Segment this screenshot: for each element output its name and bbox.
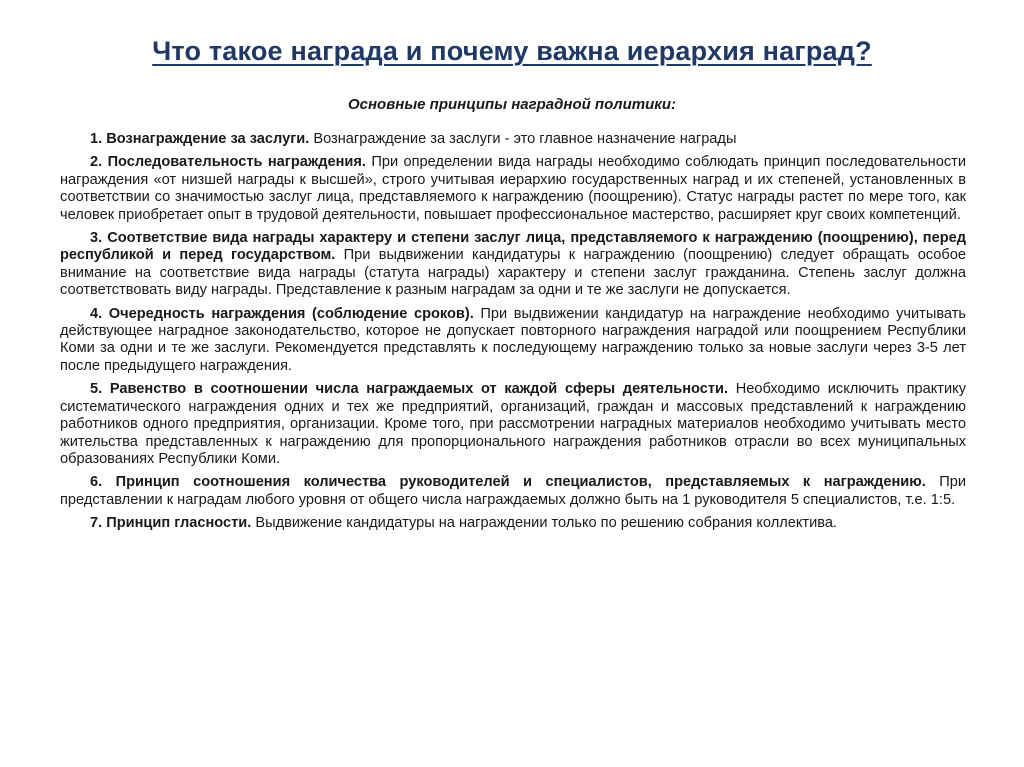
principle-item: [60, 154, 966, 224]
slide-subtitle: Основные принципы наградной политики:: [347, 96, 677, 113]
principle-number: 1.: [90, 131, 103, 147]
principle-heading: Принцип соотношения количества руководителей и специалистов, представляемых к награждению.: [115, 474, 926, 491]
principle-item: [60, 381, 966, 468]
principle-body: При выдвижении кандидатуры к награждению (поощрению) следует обращать особое внимание на соответствие вида награды (статута награды) характеру и степени заслуг гражданина. Степень заслуг должна соответствовать виду награды. Представление к разным наградам за одни и те же заслуги не допускается.: [60, 247, 966, 299]
principle-heading: Вознаграждение за заслуги.: [106, 131, 310, 147]
principle-number: 6.: [90, 474, 103, 491]
principle-number: 2.: [90, 154, 103, 171]
principle-body: Выдвижение кандидатуры на награждении только по решению собрания коллектива.: [255, 515, 837, 532]
principle-heading: Последовательность награждения.: [107, 154, 366, 171]
principle-number: 7.: [90, 515, 103, 532]
principles-list: [60, 131, 966, 539]
principle-number: 3.: [90, 230, 103, 247]
principle-number: 5.: [90, 381, 103, 398]
principle-heading: Равенство в соотношении числа награждаемых от каждой сферы деятельности.: [109, 381, 729, 398]
slide-title: Что такое награда и почему важна иерархия наград?: [152, 36, 872, 66]
principle-heading: Соответствие вида награды характеру и степени заслуг лица, представляемого к награждению (поощрению), перед республикой и перед государством.: [60, 230, 967, 264]
principle-item: [60, 474, 966, 509]
principle-item: [60, 131, 966, 148]
principle-body: При представлении к наградам любого уровня от общего числа награждаемых должно быть на 1 руководителя 5 специалистов, т.е. 1:5.: [60, 474, 967, 508]
principle-body: Необходимо исключить практику систематического награждения одних и тех же предприятий, организаций, граждан и массовых представлений к награждению работников одного предприятия, организации. Кроме того, при рассмотрении наградных материалов необходимо учитывать место жительства представленных к награждению для пропорционального награждения работников отрасли во всех муниципальных образованиях Республики Коми.: [60, 381, 966, 467]
principle-item: [60, 515, 966, 532]
principle-item: [60, 306, 966, 376]
principle-number: 4.: [90, 305, 103, 322]
principle-heading: Очередность награждения (соблюдение сроков).: [108, 305, 474, 322]
principle-heading: Принцип гласности.: [106, 515, 252, 532]
principle-body: При определении вида награды необходимо соблюдать принцип последовательности награждения «от низшей награды к высшей», строго учитывая иерархию государственных наград и их степеней, установленных в соответствии со значимостью заслуг лица, представляемого к награждению (поощрению). Статус награды растет по мере того, как человек приобретает опыт в трудовой деятельности, повышает профессиональное мастерство, расширяет круг своих компетенций.: [60, 154, 966, 223]
principle-item: [60, 230, 966, 300]
principle-body: Вознаграждение за заслуги - это главное назначение награды: [313, 131, 737, 147]
principle-body: При выдвижении кандидатур на награждение необходимо учитывать действующее наградное законодательство, которое не допускает повторного награждения наградой или поощрением Республики Коми за одни и те же заслуги. Рекомендуется представлять к последующему награждению только за новые заслуги через 3-5 лет после предыдущего награждения.: [60, 305, 966, 374]
